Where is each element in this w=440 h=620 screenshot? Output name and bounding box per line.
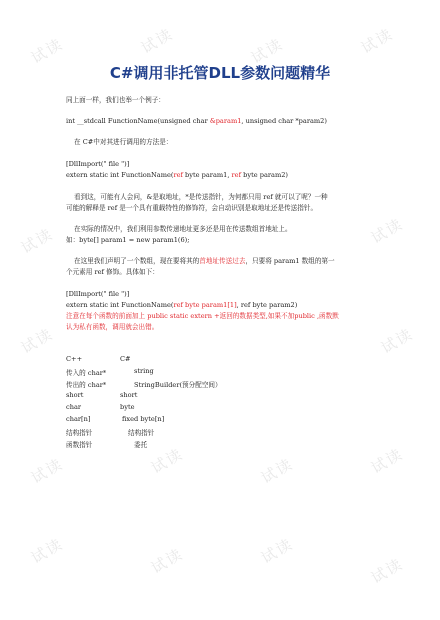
table-cell: string [134, 367, 154, 375]
note-line-2: 认为私有函数，调用就会出错。 [66, 323, 159, 331]
declare-a: 在这里我们声明了一个数组，现在要将其的 [74, 257, 200, 265]
table-header-cpp: C++ [66, 355, 83, 363]
paragraph-array-1: 在实际的情况中，我们利用参数传递地址更多还是用在传送数组首地址上。 [74, 225, 292, 233]
paragraph-question-2: 可能的解释是 ref 是一个具有重载特性的修饰符，会自动识别是取地址还是传送指针。 [66, 204, 318, 212]
declare-red: 首地址传送过去 [199, 257, 246, 265]
note-line-1: 注意在每个函数的前面加上 public static extern +返回的数据类型,如果不加public ,函数默 [66, 312, 339, 320]
table-cell: 传入的 char* [66, 369, 107, 377]
extern-2 [66, 301, 297, 310]
table-cell: short [120, 391, 138, 399]
extern1-b: byte param1, [182, 171, 232, 179]
table-cell: 结构指针 [128, 429, 155, 437]
watermark: 试读 [358, 24, 397, 58]
extern2-b: , ref byte param2) [236, 301, 298, 309]
extern-1 [66, 171, 288, 180]
table-cell: char [66, 403, 82, 411]
watermark: 试读 [258, 534, 297, 568]
watermark: 试读 [378, 324, 417, 358]
extern1-ref1: ref [173, 171, 183, 179]
paragraph-intro: 同上面一样，我们也举一个例子： [66, 96, 165, 104]
page-title: C#调用非托管DLL参数问题精华 [109, 64, 331, 82]
table-cell: 函数指针 [66, 441, 93, 449]
watermark: 试读 [138, 24, 177, 58]
table-cell: 传出的 char* [66, 381, 107, 389]
paragraph-array-2: 如：byte[] param1 = new param1(6); [66, 236, 190, 244]
extern1-a: extern static int FunctionName( [66, 171, 174, 179]
dllimport-2: [DllImport(" file ")] [66, 290, 130, 298]
table-cell: 结构指针 [66, 429, 93, 437]
sig-post: , unsigned char *param2) [241, 117, 327, 125]
table-cell: short [66, 391, 84, 399]
table-cell: StringBuilder(预分配空间） [134, 381, 222, 389]
declare-b: ，只要将 param1 数组的第一 [245, 257, 335, 265]
extern1-ref2: ref [231, 171, 242, 179]
table-cell: char[n] [66, 415, 91, 423]
watermark: 试读 [28, 34, 67, 68]
table-cell: fixed byte[n] [122, 415, 165, 423]
paragraph-declare-2: 个元素用 ref 修饰。具体如下： [66, 268, 159, 276]
paragraph-declare-1 [74, 257, 335, 266]
watermark: 试读 [368, 214, 407, 248]
table-cell: 委托 [134, 441, 148, 449]
watermark: 试读 [148, 444, 187, 478]
watermark: 试读 [368, 444, 407, 478]
watermark: 试读 [28, 454, 67, 488]
extern2-a: extern static int FunctionName( [66, 301, 174, 309]
sig-red: &param1 [209, 117, 242, 125]
watermark: 试读 [248, 34, 287, 68]
watermark: 试读 [368, 554, 407, 588]
extern1-c: byte param2) [241, 171, 288, 179]
cpp-signature [66, 117, 327, 126]
watermark: 试读 [148, 544, 187, 578]
watermark: 试读 [18, 224, 57, 258]
paragraph-question-1: 看到这，可能有人会问，&是取地址，*是传送指针，为何都只用 ref 就可以了呢？一种 [74, 193, 328, 201]
paragraph-call: 在 C#中对其进行调用的方法是： [74, 138, 173, 146]
extern2-red: ref byte param1[1] [173, 301, 237, 309]
table-header-csharp: C# [120, 355, 131, 363]
watermark: 试读 [28, 534, 67, 568]
watermark: 试读 [18, 324, 57, 358]
table-cell: byte [120, 403, 135, 411]
sig-pre: int __stdcall FunctionName(unsigned char [66, 117, 210, 125]
dllimport-1: [DllImport(" file ")] [66, 160, 130, 168]
watermark: 试读 [258, 454, 297, 488]
